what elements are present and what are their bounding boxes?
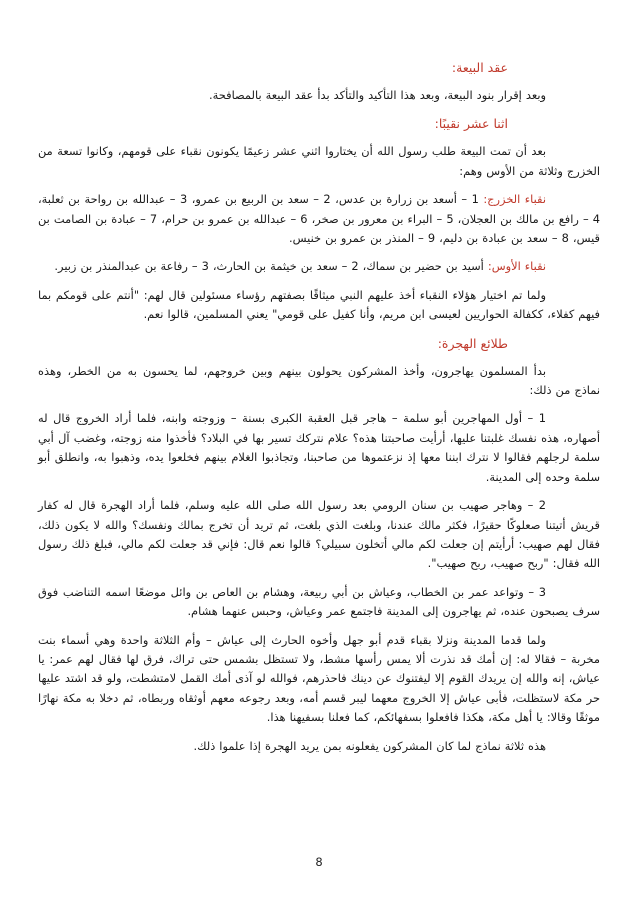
paragraph-ayyash-story: ولما قدما المدينة ونزلا بقباء قدم أبو جهل وأخوه الحارث إلى عياش – وأم الثلاثة واحدة وهي أسماء بنت مخربة – فقالا له: إن أمك قد نذرت ألا يمس رأسها مشط، ولا تستظل بشمس حتى تراك، فرق لها فقال لهم عمر: يا عياش، إنه والله إن يريدك القوم إلا ليفتنوك عن دينك فاحذرهم، فوالله لو آذى أمك القمل لامتشطت، ولو قد اشتد عليها حر مكة لاستظلت، فأبى عياش إلا الخروج معهما ليبر قسم أمه، وبعد رجوعه معهم أوثقاه وربطاه، ثم دخلا به مكة نهارًا موثقًا وقالا: يا أهل مكة، هكذا فافعلوا بسفهائكم، كما فعلنا بسفيهنا هذا. xyxy=(38,632,600,725)
paragraph-bayah-contract: وبعد إقرار بنود البيعة، وبعد هذا التأكيد والتأكد بدأ عقد البيعة بالمصافحة. xyxy=(209,88,546,102)
paragraph-example-suhayb: 2 – وهاجر صهيب بن سنان الرومي بعد رسول الله صلى الله عليه وسلم، فلما أراد الهجرة قال له كفار قريش أتيتنا صعلوكًا حقيرًا، فكثر مالك عندنا، وبلغت الذي بلغت، ثم تريد أن تخرج بمالك ونفسك؟ والله لا يكون ذلك، فقال لهم صهيب: أرأيتم إن جعلت لكم مالي أتخلون سبيلي؟ قالوا نعم قال: فإني قد جعلت لكم مالي، فبلغ ذلك رسول الله فقال: "ربح صهيب، ربح صهيب". xyxy=(38,498,600,571)
paragraph-khazraj-leaders xyxy=(38,190,600,248)
paragraph-hijra-intro: بدأ المسلمون يهاجرون، وأخذ المشركون يحولون بينهم وبين خروجهم، لما يحسون به من الخطر، وهذه نماذج من ذلك: xyxy=(38,363,600,398)
paragraph-leaders-intro: بعد أن تمت البيعة طلب رسول الله أن يختاروا اثني عشر زعيمًا يكونون نقباء على قومهم، وكانوا تسعة من الخزرج وثلاثة من الأوس وهم: xyxy=(38,144,600,178)
heading-hijra-vanguard: طلائع الهجرة: xyxy=(437,335,508,351)
aws-label: نقباء الأوس: xyxy=(487,259,546,274)
heading-twelve-leaders: اثنا عشر نقيبًا: xyxy=(434,116,508,132)
aws-list: أسيد بن حضير بن سماك، 2 – سعد بن خيثمة بن الحارث، 3 – رفاعة بن عبدالمنذر بن زبير. xyxy=(54,259,484,274)
paragraph-example-umar-ayyash: 3 – وتواعد عمر بن الخطاب، وعياش بن أبي ربيعة، وهشام بن العاص بن وائل موضعًا اسمه التناضب فوق سرف يصبحون عنده، ثم يهاجرون إلى المدينة فاجتمع عمر وعياش، وحبس عنهما هشام. xyxy=(38,584,600,619)
paragraph-leaders-covenant: ولما تم اختيار هؤلاء النقباء أخذ عليهم النبي ميثاقًا بصفتهم رؤساء مسئولين قال لهم: "أنتم على قومكم بما فيهم كفلاء، ككفالة الحواريين لعيسى ابن مريم، وأنا كفيل على قومي" يعني المسلمين، قالوا نعم. xyxy=(38,287,600,322)
khazraj-label: نقباء الخزرج: xyxy=(483,192,546,207)
page-number: 8 xyxy=(315,855,323,869)
heading-bayah-contract: عقد البيعة: xyxy=(451,60,508,75)
khazraj-list: 1 – أسعد بن زرارة بن عدس، 2 – سعد بن الربيع بن عمرو، 3 – عبدالله بن رواحة بن ثعلبة، 4 – رافع بن مالك بن العجلان، 5 – البراء بن معرور بن صخر، 6 – عبدالله بن عمرو بن حرام، 7 – عبادة بن الصامت بن قيس، 8 – سعد بن عبادة بن دليم، 9 – المنذر بن عمرو بن خنيس. xyxy=(38,192,601,246)
paragraph-aws-leaders xyxy=(38,257,600,276)
paragraph-example-abu-salama: 1 – أول المهاجرين أبو سلمة – هاجر قبل العقبة الكبرى بسنة – وزوجته وابنه، فلما أراد الخروج قال له أصهاره، هذه نفسك غلبتنا عليها، أرأيت صاحبتنا هذه؟ علام نتركك تسير بها في البلاد؟ فأخذوا منه زوجته، وغضب آل أبي سلمة لرجلهم فقالوا لا نترك ابننا معها إذ نزعتموها من صاحبنا، وتجاذبوا الغلام بينهم فخلعوا يده، وذهبوا به، وانطلق أبو سلمة وحده إلى المدينة. xyxy=(38,411,600,484)
paragraph-hijra-closing: هذه ثلاثة نماذج لما كان المشركون يفعلونه بمن يريد الهجرة إذا علموا ذلك. xyxy=(193,738,546,753)
